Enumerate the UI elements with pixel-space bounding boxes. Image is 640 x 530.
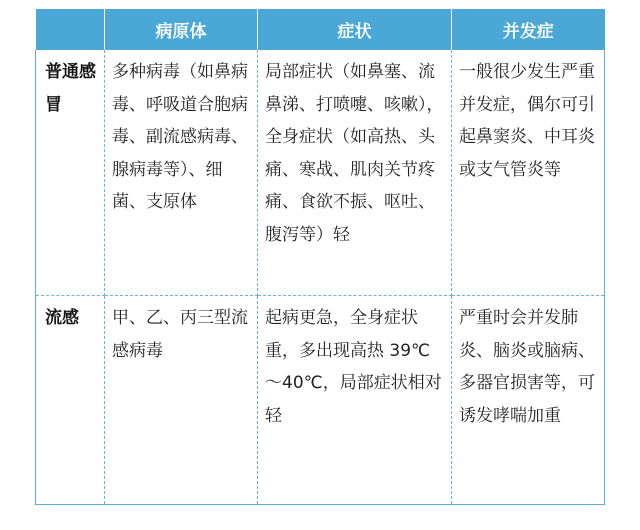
header-complications: 并发症: [452, 9, 605, 50]
header-symptoms: 症状: [258, 9, 452, 50]
row-complications: 严重时会并发肺炎、脑炎或脑病、多器官损害等，可诱发哮喘加重: [452, 296, 605, 505]
table-header-row: [36, 9, 605, 50]
table-row: [36, 50, 605, 296]
row-pathogen: 多种病毒（如鼻病毒、呼吸道合胞病毒、副流感病毒、腺病毒等）、细菌、支原体: [105, 50, 258, 296]
row-pathogen: 甲、乙、丙三型流感病毒: [105, 296, 258, 505]
row-symptoms: 局部症状（如鼻塞、流鼻涕、打喷嚏、咳嗽），全身症状（如高热、头痛、寒战、肌肉关节疼痛、食欲不振、呕吐、腹泻等）轻: [258, 50, 452, 296]
row-complications: 一般很少发生严重并发症，偶尔可引起鼻窦炎、中耳炎或支气管炎等: [452, 50, 605, 296]
cold-vs-flu-table: [35, 9, 605, 505]
header-disease: [36, 9, 105, 50]
comparison-table-container: [35, 9, 604, 505]
row-disease-name: 普通感冒: [36, 50, 105, 296]
header-pathogen: 病原体: [105, 9, 258, 50]
table-row: [36, 296, 605, 505]
row-disease-name: 流感: [36, 296, 105, 505]
row-symptoms: 起病更急，全身症状重，多出现高热 39℃～40℃，局部症状相对轻: [258, 296, 452, 505]
